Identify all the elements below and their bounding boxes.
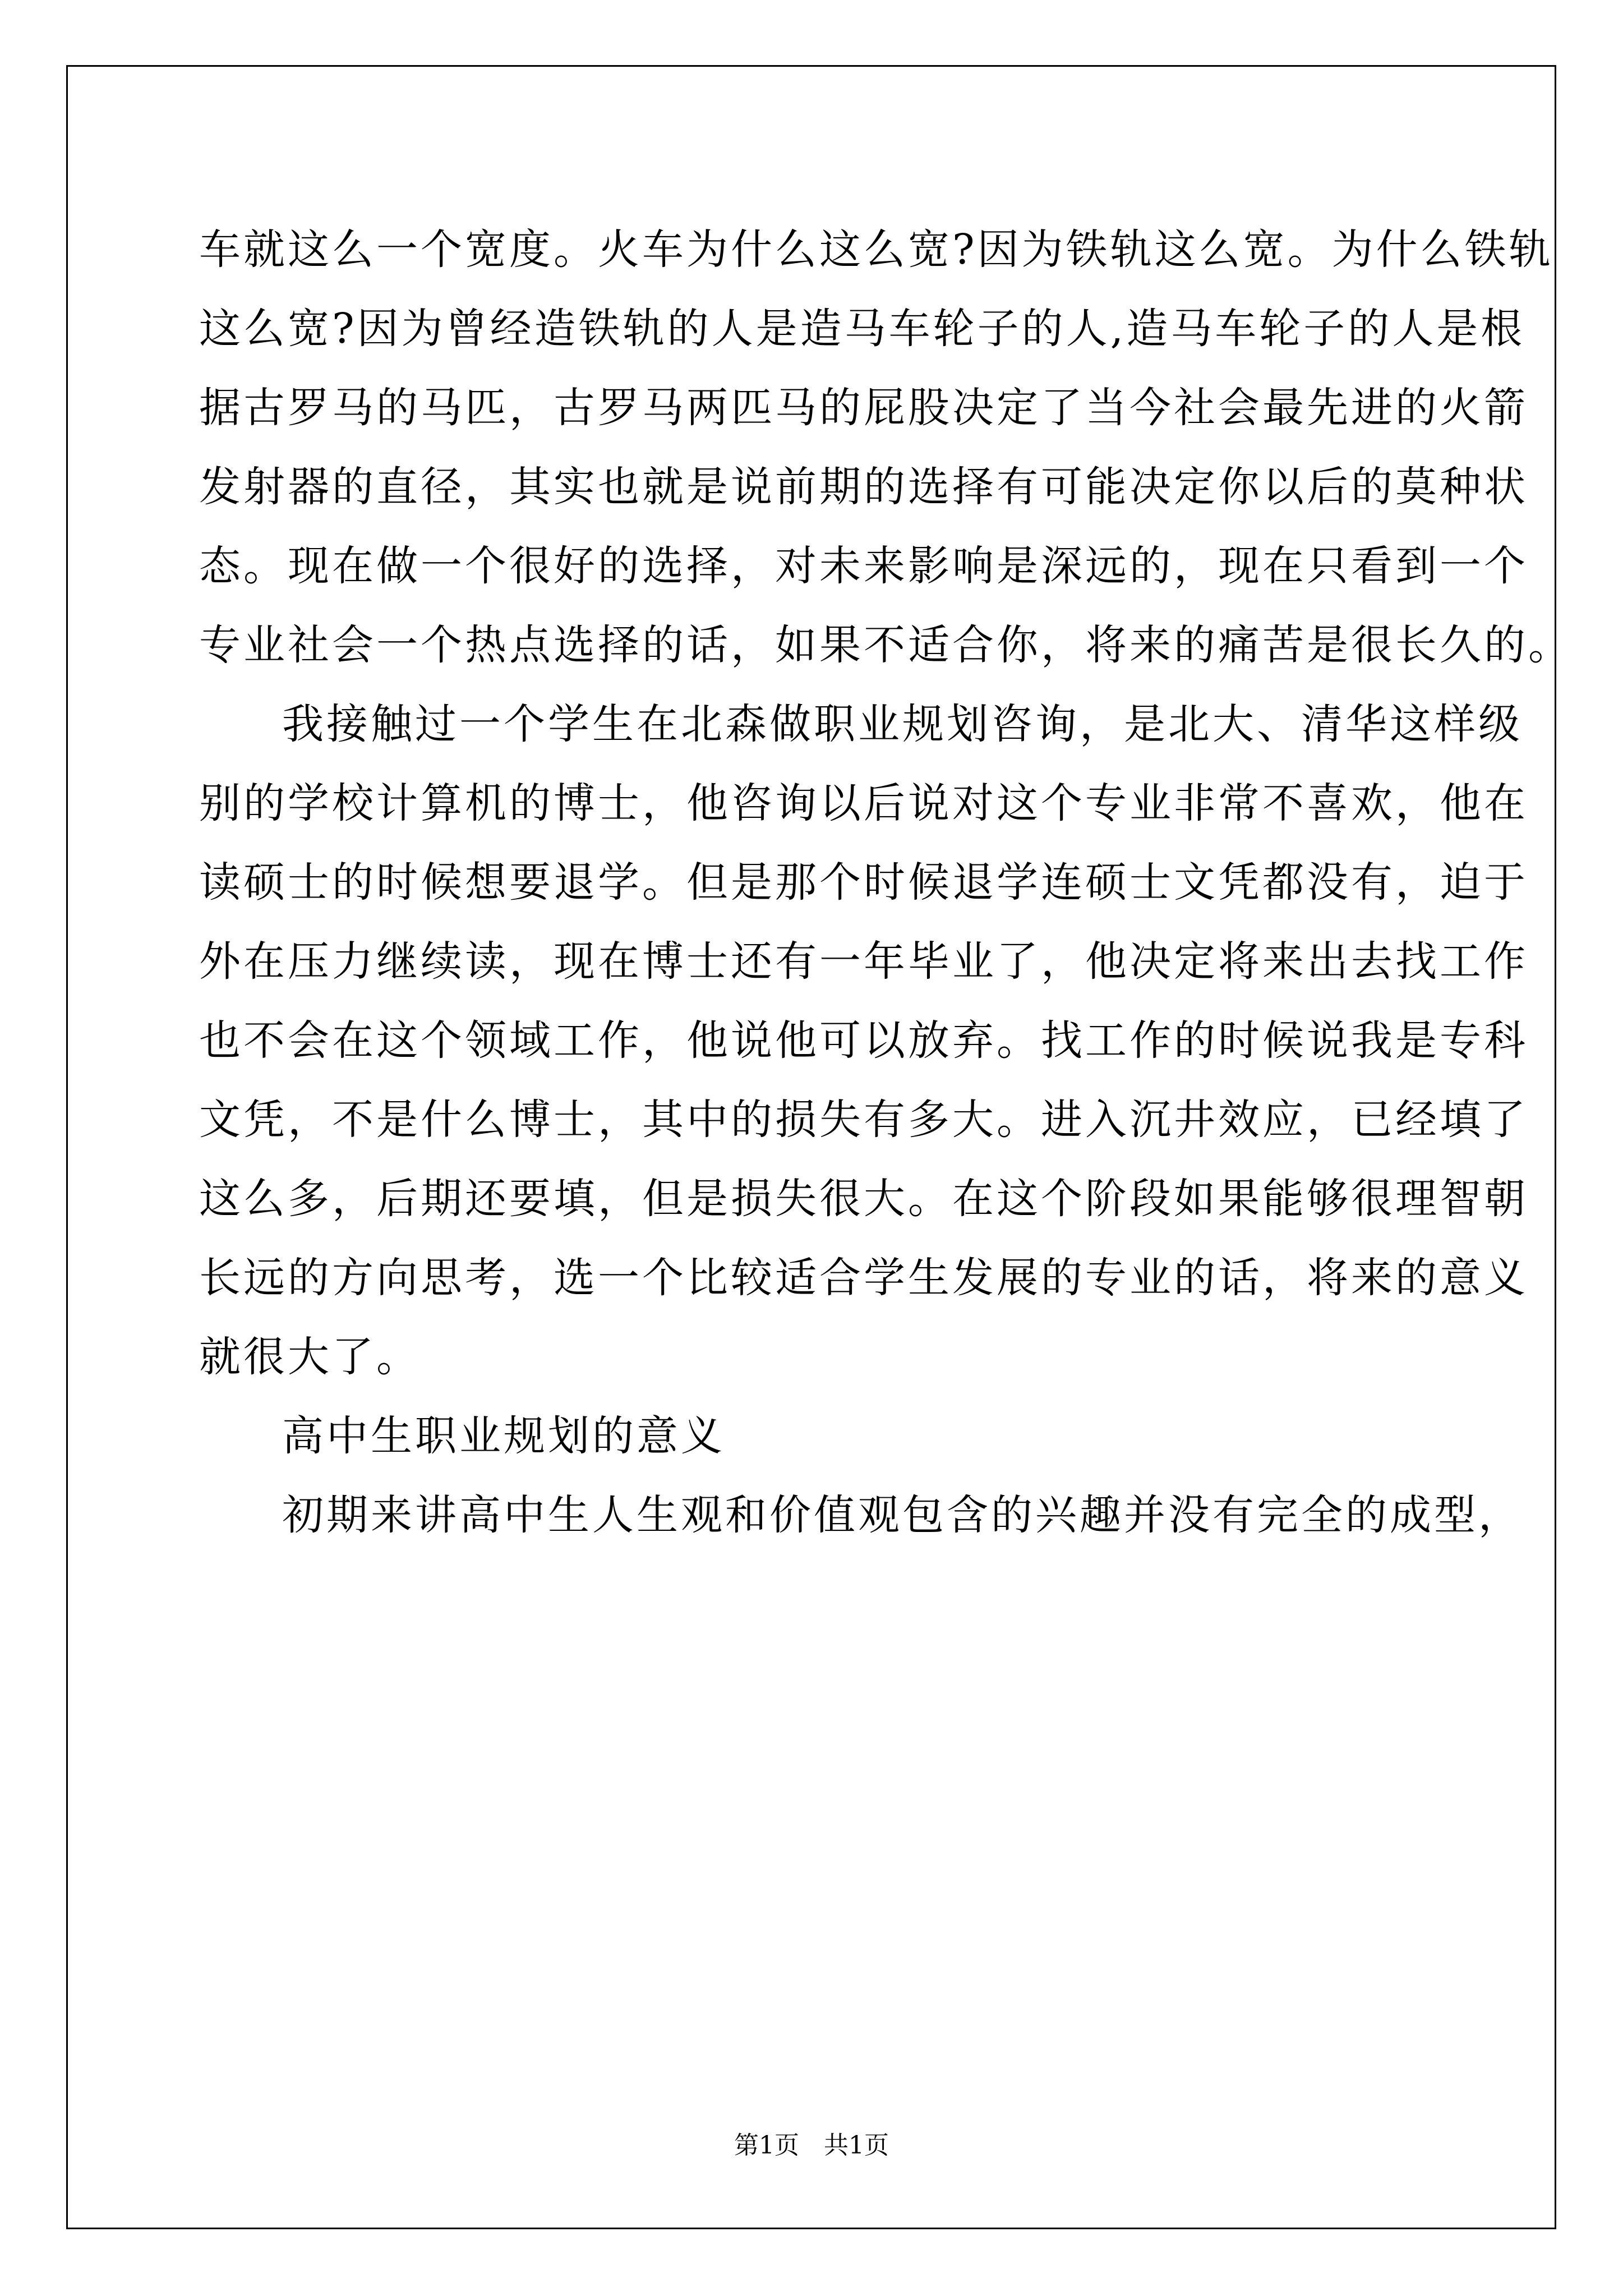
paragraph-1 bbox=[199, 210, 1573, 685]
page-footer: 第1页 共1页 bbox=[734, 2131, 889, 2160]
text-line: 长远的方向思考，选一个比较适合学生发展的专业的话，将来的意义 bbox=[199, 1254, 1528, 1302]
text-line: 就很大了。 bbox=[199, 1333, 421, 1381]
text-line: 读硕士的时候想要退学。但是那个时候退学连硕士文凭都没有，迫于 bbox=[199, 858, 1528, 907]
paragraph-3 bbox=[199, 1476, 1523, 1555]
text-line: 专业社会一个热点选择的话，如果不适合你，将来的痛苦是很长久的。 bbox=[199, 621, 1573, 669]
text-line: 我接触过一个学生在北森做职业规划咨询，是北大、清华这样级 bbox=[282, 700, 1523, 748]
text-line: 这么宽?因为曾经造铁轨的人是造马车轮子的人,造马车轮子的人是根 bbox=[199, 305, 1525, 353]
paragraph-2 bbox=[199, 685, 1528, 1397]
text-line: 据古罗马的马匹，古罗马两匹马的屁股决定了当今社会最先进的火箭 bbox=[199, 384, 1528, 432]
text-line: 外在压力继续读，现在博士还有一年毕业了，他决定将来出去找工作 bbox=[199, 937, 1528, 986]
text-line: 车就这么一个宽度。火车为什么这么宽?因为铁轨这么宽。为什么铁轨 bbox=[199, 226, 1553, 274]
text-line: 别的学校计算机的博士，他咨询以后说对这个专业非常不喜欢，他在 bbox=[199, 779, 1528, 827]
text-line: 文凭，不是什么博士，其中的损失有多大。进入沉井效应，已经填了 bbox=[199, 1096, 1528, 1144]
text-line: 发射器的直径，其实也就是说前期的选择有可能决定你以后的莫种状 bbox=[199, 463, 1528, 511]
document-body bbox=[199, 210, 1573, 1555]
text-line: 也不会在这个领域工作，他说他可以放弃。找工作的时候说我是专科 bbox=[199, 1016, 1528, 1065]
section-heading-text: 高中生职业规划的意义 bbox=[282, 1412, 725, 1460]
section-heading bbox=[199, 1397, 1444, 1476]
text-line: 初期来讲高中生人生观和价值观包含的兴趣并没有完全的成型， bbox=[282, 1491, 1523, 1539]
text-line: 这么多，后期还要填，但是损失很大。在这个阶段如果能够很理智朝 bbox=[199, 1175, 1528, 1223]
text-line: 态。现在做一个很好的选择，对未来影响是深远的，现在只看到一个 bbox=[199, 542, 1528, 590]
